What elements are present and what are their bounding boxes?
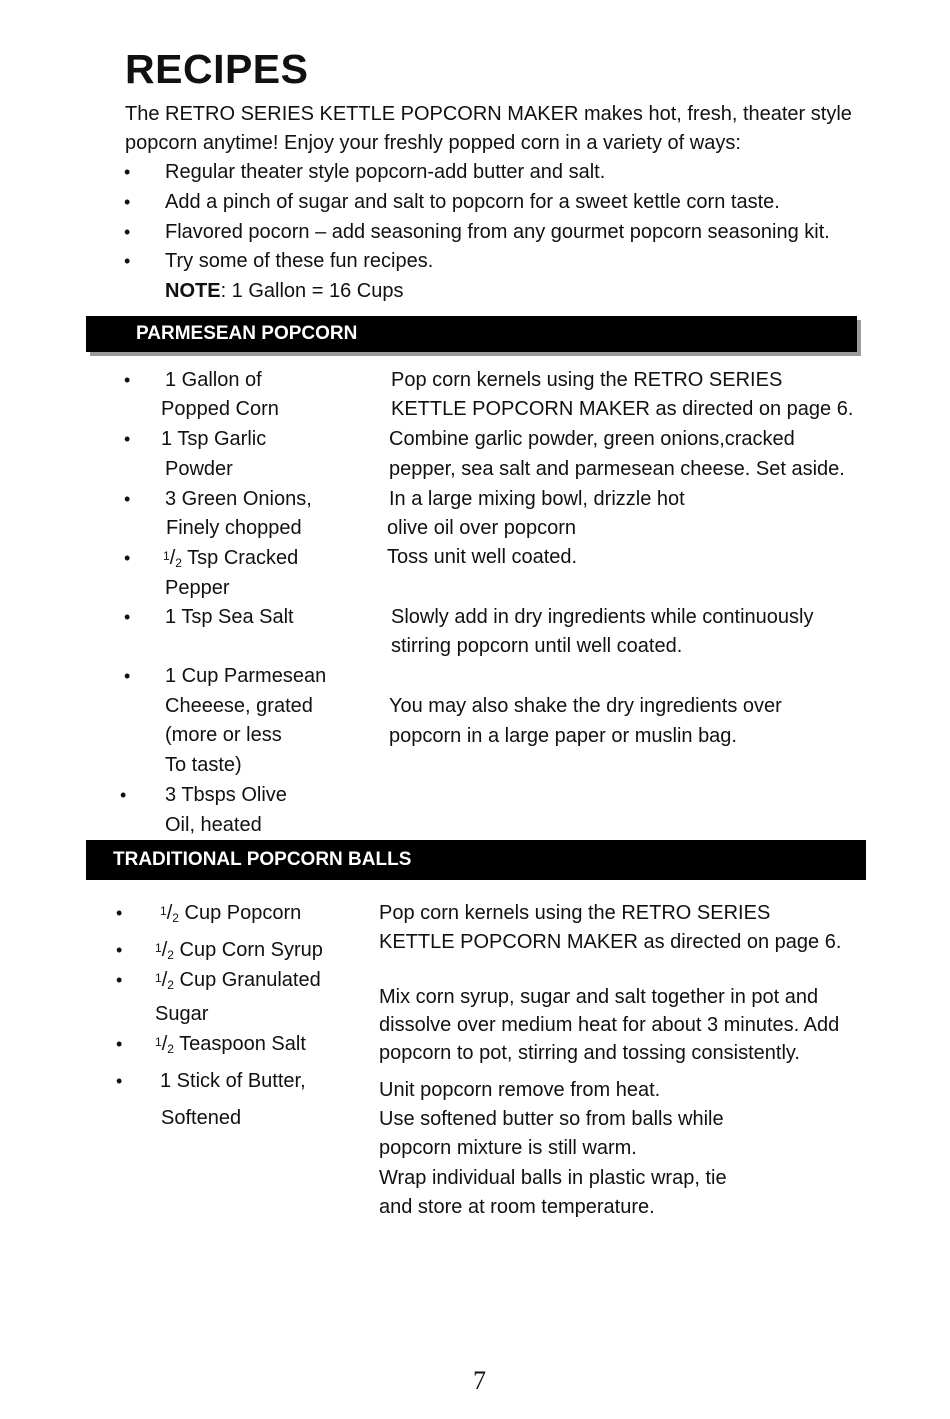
bullet-icon: • (124, 162, 131, 182)
fraction-half: $^1/_2$ (163, 547, 182, 570)
ingredient-line: Powder (165, 458, 233, 480)
ingredient-line: 3 Tbsps Olive (165, 784, 287, 806)
ingredient-line: 1 Tsp Sea Salt (165, 606, 294, 628)
bullet-icon: • (116, 970, 123, 990)
step-line: In a large mixing bowl, drizzle hot (389, 488, 685, 510)
ingredient-line: $^1/_2$ Tsp Cracked (163, 547, 299, 570)
ingredient-line: Softened (161, 1107, 242, 1129)
note-line (165, 276, 403, 306)
step-line: and store at room temperature. (379, 1196, 655, 1218)
ingredient-line: Oil, heated (165, 814, 262, 836)
intro-bullet-1: Regular theater style popcorn-add butter and salt. (165, 161, 606, 183)
ingredient-line: $^1/_2$ Teaspoon Salt (155, 1033, 306, 1056)
ingredient-line: Pepper (165, 577, 230, 599)
ingredient-line: To taste) (165, 754, 242, 776)
step-line: stirring popcorn until well coated. (391, 635, 683, 657)
step-line: Mix corn syrup, sugar and salt together in pot and (379, 986, 819, 1008)
fraction-half: $^1/_2$ (160, 902, 179, 925)
ingredient-line: Cheeese, grated (165, 695, 313, 717)
step-line: Pop corn kernels using the RETRO SERIES (379, 902, 771, 924)
section-header-title: PARMESEAN POPCORN (136, 323, 358, 344)
step-line: Combine garlic powder, green onions,cracked (389, 428, 795, 450)
intro-bullet-2: Add a pinch of sugar and salt to popcorn for a sweet kettle corn taste. (165, 191, 780, 213)
bullet-icon: • (124, 607, 131, 627)
bullet-icon: • (124, 251, 131, 271)
bullet-icon: • (124, 548, 131, 568)
step-line: KETTLE POPCORN MAKER as directed on page 6. (379, 931, 842, 953)
step-line: KETTLE POPCORN MAKER as directed on page 6. (391, 398, 854, 420)
step-line: pepper, sea salt and parmesean cheese. Set aside. (389, 458, 845, 480)
note-text: : 1 Gallon = 16 Cups (220, 280, 404, 302)
ingredient-line: $^1/_2$ Cup Granulated (155, 969, 321, 992)
bullet-icon: • (124, 370, 131, 390)
bullet-icon: • (116, 940, 123, 960)
step-line: Wrap individual balls in plastic wrap, tie (379, 1167, 727, 1189)
bullet-icon: • (124, 222, 131, 242)
ingredient-line: 3 Green Onions, (165, 488, 312, 510)
intro-bullet-4: Try some of these fun recipes. (165, 250, 434, 272)
ingredient-line: $^1/_2$ Cup Corn Syrup (155, 939, 323, 962)
ingredient-line: Sugar (155, 1003, 209, 1025)
fraction-half: $^1/_2$ (155, 1033, 174, 1056)
step-line: Use softened butter so from balls while (379, 1108, 724, 1130)
intro-line-2: popcorn anytime! Enjoy your freshly popped corn in a variety of ways: (125, 132, 741, 154)
step-line: popcorn to pot, stirring and tossing consistently. (379, 1042, 800, 1064)
section-header-title: TRADITIONAL POPCORN BALLS (113, 849, 412, 870)
ingredient-line: Finely chopped (166, 517, 302, 539)
ingredient-line: 1 Gallon of (165, 369, 262, 391)
intro-bullet-3: Flavored pocorn – add seasoning from any gourmet popcorn seasoning kit. (165, 221, 830, 243)
ingredient-line: (more or less (165, 724, 282, 746)
step-line: Slowly add in dry ingredients while continuously (391, 606, 814, 628)
step-line: popcorn in a large paper or muslin bag. (389, 725, 737, 747)
step-line: popcorn mixture is still warm. (379, 1137, 637, 1159)
bullet-icon: • (124, 666, 131, 686)
fraction-half: $^1/_2$ (155, 969, 174, 992)
bullet-icon: • (116, 1034, 123, 1054)
step-line: You may also shake the dry ingredients over (389, 695, 782, 717)
page-number: 7 (473, 1366, 486, 1395)
ingredient-line: 1 Cup Parmesean (165, 665, 327, 687)
fraction-half: $^1/_2$ (155, 939, 174, 962)
bullet-icon: • (124, 192, 131, 212)
ingredient-line: $^1/_2$ Cup Popcorn (160, 902, 302, 925)
intro-line-1: The RETRO SERIES KETTLE POPCORN MAKER makes hot, fresh, theater style (125, 103, 852, 125)
page-title: RECIPES (125, 46, 309, 92)
note-label: NOTE (165, 280, 221, 302)
bullet-icon: • (124, 429, 131, 449)
ingredient-line: Popped Corn (161, 398, 279, 420)
section-header-balls (86, 840, 866, 880)
step-line: dissolve over medium heat for about 3 minutes. Add (379, 1014, 840, 1036)
bullet-icon: • (116, 903, 123, 923)
bullet-icon: • (124, 489, 131, 509)
bullet-icon: • (120, 785, 127, 805)
step-line: olive oil over popcorn (387, 517, 576, 539)
step-line: Toss unit well coated. (387, 546, 578, 568)
section-header-parmesan (86, 316, 857, 352)
ingredient-line: 1 Stick of Butter, (160, 1070, 306, 1092)
bullet-icon: • (116, 1071, 123, 1091)
step-line: Unit popcorn remove from heat. (379, 1079, 661, 1101)
step-line: Pop corn kernels using the RETRO SERIES (391, 369, 783, 391)
ingredient-line: 1 Tsp Garlic (161, 428, 267, 450)
